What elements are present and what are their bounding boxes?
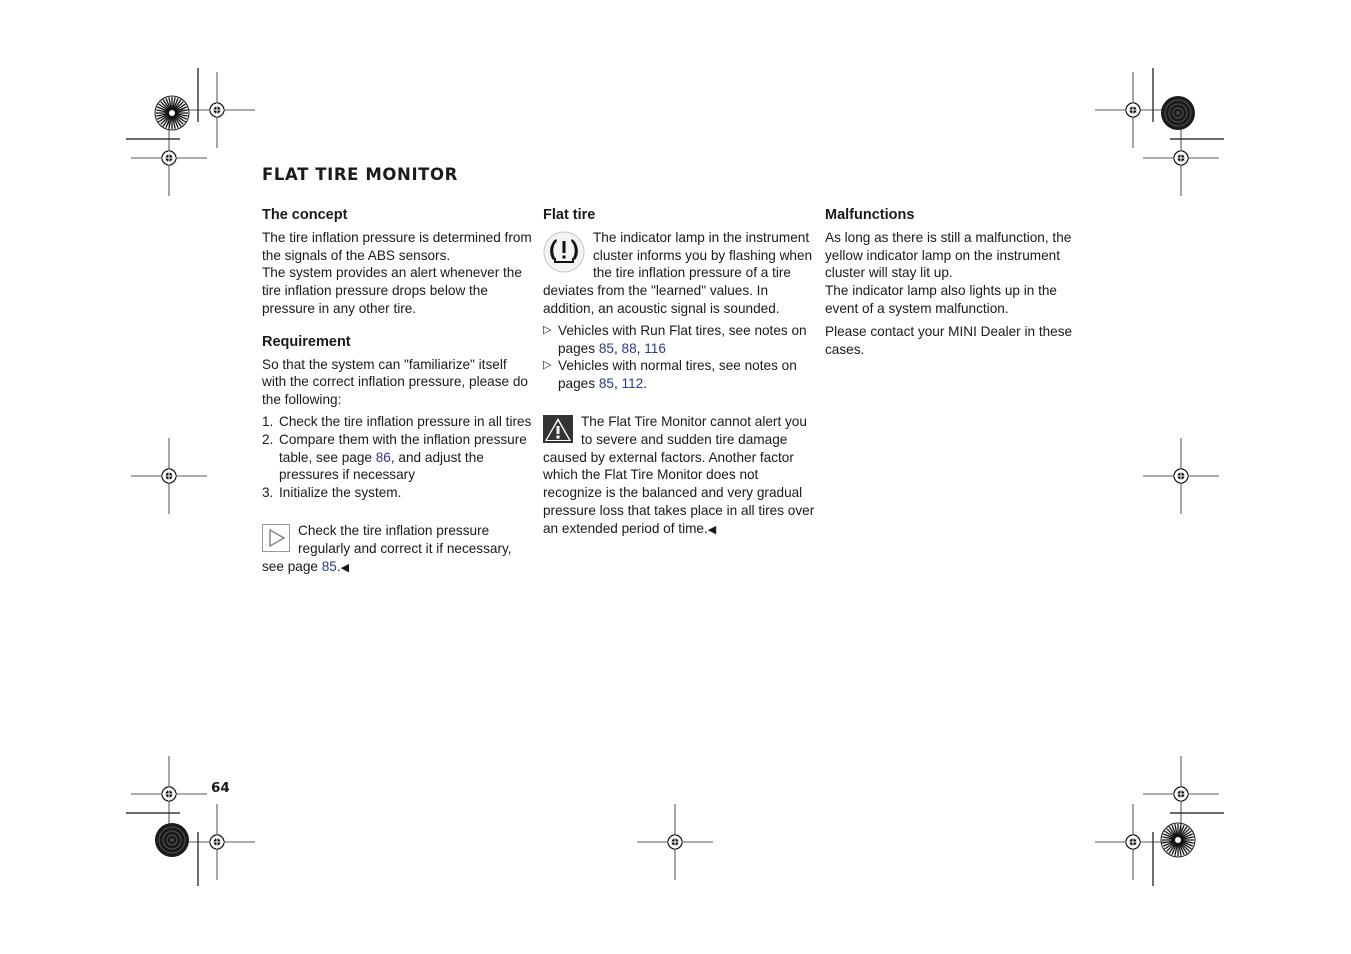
page-link[interactable]: 88	[621, 340, 637, 356]
bullet-triangle-icon: ▷	[543, 359, 552, 372]
page-link[interactable]: 85	[598, 376, 614, 392]
flat-tire-heading: Flat tire	[543, 207, 596, 223]
list-item: 2. Compare them with the inflation pressure table, see page 86, and adjust the pressures if necessary	[262, 431, 527, 483]
end-marker-icon: ◀	[707, 523, 717, 536]
column-flat-tire	[543, 207, 815, 540]
requirement-intro: So that the system can "familiarize" itself with the correct inflation pressure, please do the following:	[262, 356, 528, 408]
notes-list	[543, 322, 815, 393]
concept-paragraph-1: The tire inflation pressure is determined from the signals of the ABS sensors.	[262, 229, 532, 263]
concept-paragraph-2: The system provides an alert whenever the tire inflation pressure drops below the pressure in any other tire.	[262, 265, 522, 316]
malfunctions-paragraph-2: The indicator lamp also lights up in the event of a system malfunction.	[825, 283, 1057, 316]
tire-pressure-warning-icon	[543, 231, 585, 273]
note-triangle-icon	[262, 524, 290, 552]
column-malfunctions	[825, 207, 1087, 358]
page-link[interactable]: 85	[321, 558, 337, 574]
bullet-triangle-icon: ▷	[543, 323, 552, 336]
list-item: 1. Check the tire inflation pressure in all tires	[262, 413, 532, 429]
page-title: FLAT TIRE MONITOR	[262, 165, 458, 184]
note-box: Check the tire inflation pressure regularly and correct it if necessary, see page 85.◀	[262, 522, 512, 574]
page-link[interactable]: 85	[598, 340, 614, 356]
warning-box: The Flat Tire Monitor cannot alert you to severe and sudden tire damage caused by external factors. Another factor which the Flat Tire Monitor does not recognize is the balanced and very gradual pressure loss that takes place in all tires over an extended period of time.◀	[543, 413, 815, 536]
warning-triangle-icon	[543, 415, 573, 443]
requirement-heading: Requirement	[262, 333, 351, 350]
column-concept-requirement	[262, 207, 534, 577]
page-number: 64	[211, 780, 230, 796]
indicator-paragraph: The indicator lamp in the instrument cluster informs you by flashing when the tire inflation pressure of a tire deviates from the "learned" values. In addition, an acoustic signal is sounded.	[543, 229, 813, 316]
page-link[interactable]: 86	[375, 449, 391, 465]
malfunctions-heading: Malfunctions	[825, 207, 915, 223]
end-marker-icon: ◀	[340, 561, 350, 574]
page-link[interactable]: 116	[644, 340, 666, 356]
malfunctions-paragraph-1: As long as there is still a malfunction, the yellow indicator lamp on the instrument cluster will stay lit up.	[825, 229, 1072, 281]
list-item: ▷ Vehicles with normal tires, see notes on pages 85, 112.	[543, 358, 797, 392]
concept-heading: The concept	[262, 207, 348, 223]
requirement-steps	[262, 413, 534, 502]
list-item: 3. Initialize the system.	[262, 485, 402, 501]
list-item: ▷ Vehicles with Run Flat tires, see notes on pages 85, 88, 116	[543, 322, 807, 356]
page-link[interactable]: 112	[621, 376, 644, 392]
malfunctions-paragraph-3: Please contact your MINI Dealer in these cases.	[825, 323, 1073, 357]
